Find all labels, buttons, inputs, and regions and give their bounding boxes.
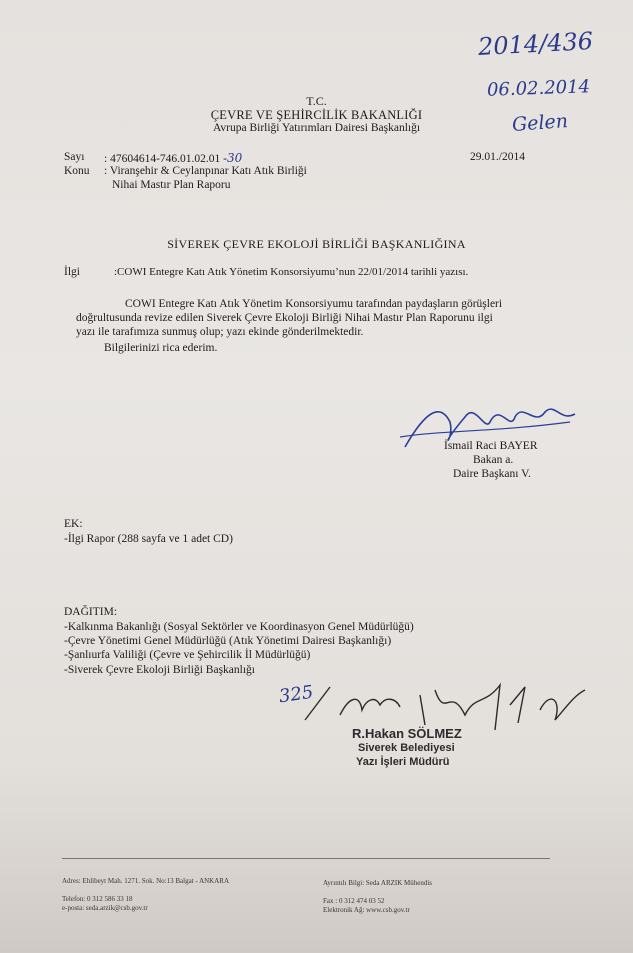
footer-fax: Fax : 0 312 474 03 52 <box>323 897 385 905</box>
ek-item: -İlgi Rapor (288 sayfa ve 1 adet CD) <box>64 533 233 545</box>
header-department: Avrupa Birliği Yatırımları Dairesi Başkanlığı <box>212 122 421 134</box>
ilgi-text: :COWI Entegre Katı Atık Yönetim Konsorsiyumu’nun 22/01/2014 tarihli yazısı. <box>114 266 469 278</box>
stamp-line3: Yazı İşleri Müdürü <box>356 756 450 768</box>
konu-line2: Nihai Mastır Plan Raporu <box>112 179 231 191</box>
body-p1-line3: yazı ile tarafımıza sunmuş olup; yazı ekinde gönderilmektedir. <box>76 326 364 338</box>
konu-label: Konu <box>64 165 90 177</box>
stamp-name: R.Hakan SÖLMEZ <box>352 726 462 741</box>
signatory-title2: Daire Başkanı V. <box>453 468 531 480</box>
footer-web: Elektronik Ağ: www.csb.gov.tr <box>323 906 410 914</box>
footer-info: Ayrıntılı Bilgi: Seda ARZIK Mühendis <box>323 879 433 887</box>
document-date: 29.01./2014 <box>470 151 525 163</box>
stamp-line2: Siverek Belediyesi <box>358 742 455 754</box>
dagitim-label: DAĞITIM: <box>64 606 118 618</box>
footer-divider <box>62 858 550 859</box>
body-p2: Bilgilerinizi rica ederim. <box>104 342 218 354</box>
signatory-name: İsmail Raci BAYER <box>444 440 538 452</box>
signatory-title1: Bakan a. <box>473 454 514 466</box>
stamp-hand-number: 325 <box>277 681 315 708</box>
body-p1-line1: COWI Entegre Katı Atık Yönetim Konsorsiyumu tarafından paydaşların görüşleri <box>125 298 503 310</box>
ek-label: EK: <box>64 518 83 530</box>
sayi-hand: 30 <box>226 151 243 165</box>
handwritten-registry-note: Gelen <box>511 110 569 136</box>
body-p1-line2: doğrultusunda revize edilen Siverek Çevre Ekoloji Birliği Nihai Mastır Plan Raporunu ilgi <box>76 312 493 324</box>
handwritten-registry-date: 06.02.2014 <box>486 76 591 101</box>
footer-address: Adres: Ehlibeyt Mah. 1271. Sok. No:13 Balgat - ANKARA <box>62 877 230 885</box>
header-ministry: ÇEVRE VE ŞEHİRCİLİK BAKANLIĞI <box>210 108 423 122</box>
sayi-value <box>104 151 242 165</box>
dagitim-item: -Kalkınma Bakanlığı (Sosyal Sektörler ve Koordinasyon Genel Müdürlüğü) <box>64 621 414 633</box>
handwritten-registry-number: 2014/436 <box>477 27 594 61</box>
footer-email: e-posta: seda.arzik@csb.gov.tr <box>62 904 148 912</box>
sayi-number: : 47604614-746.01.02.01 - <box>104 153 227 165</box>
konu-line1: : Viranşehir & Ceylanpınar Katı Atık Birliği <box>104 165 307 177</box>
dagitim-item: -Şanlıurfa Valiliği (Çevre ve Şehircilik İl Müdürlüğü) <box>64 649 311 661</box>
dagitim-item: -Siverek Çevre Ekoloji Birliği Başkanlığı <box>64 664 255 676</box>
header-tc: T.C. <box>306 94 327 108</box>
sayi-label: Sayı <box>64 151 85 163</box>
dagitim-item: -Çevre Yönetimi Genel Müdürlüğü (Atık Yönetimi Dairesi Başkanlığı) <box>64 635 392 647</box>
footer-phone: Telefon: 0 312 586 33 18 <box>62 895 133 903</box>
addressee: SİVEREK ÇEVRE EKOLOJİ BİRLİĞİ BAŞKANLIĞINA <box>167 237 466 251</box>
ilgi-label: İlgi <box>64 266 80 278</box>
